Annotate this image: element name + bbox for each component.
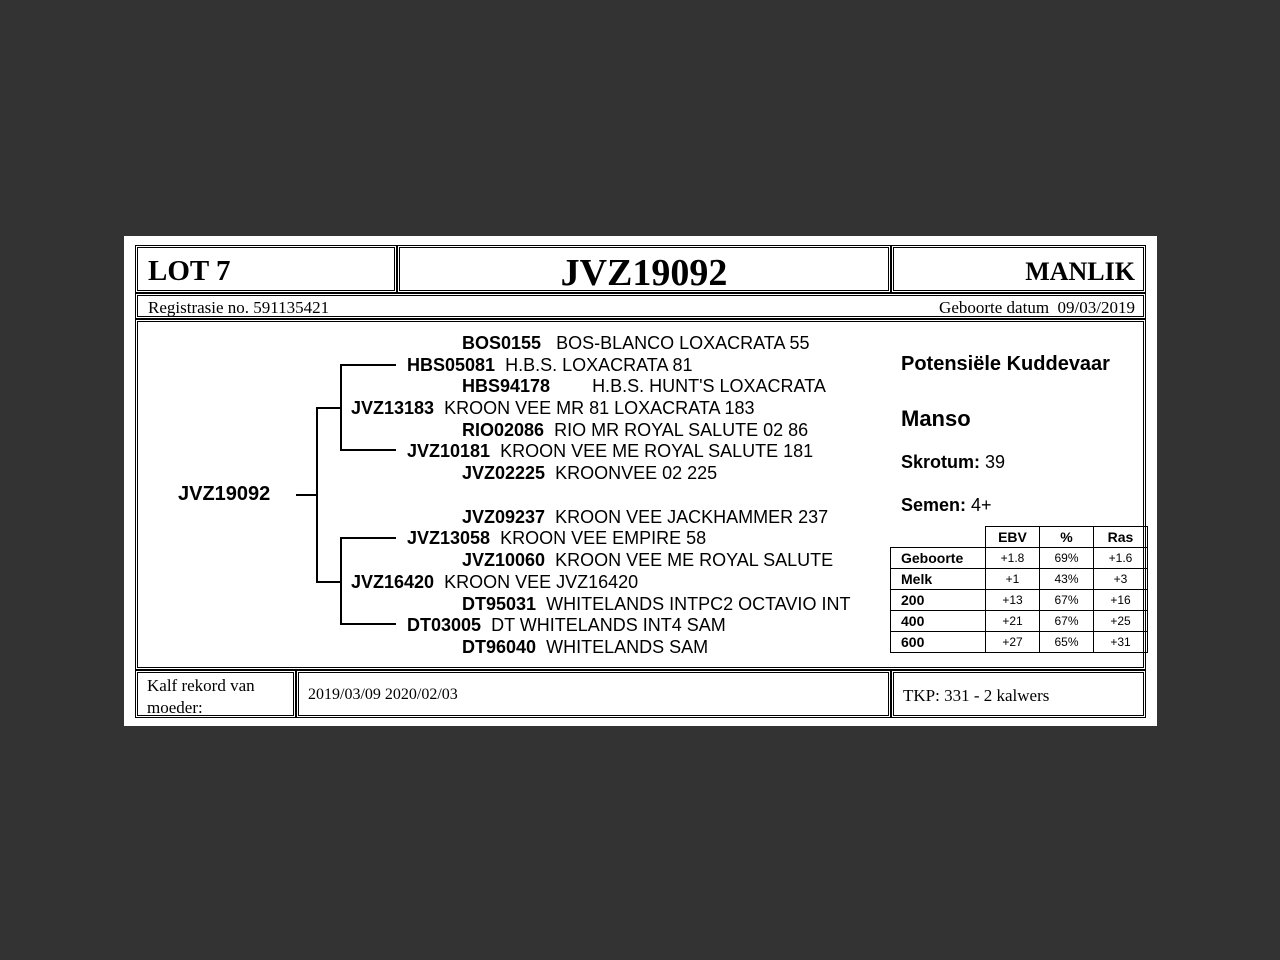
branch-line	[340, 364, 396, 366]
registration-number: Registrasie no. 591135421	[148, 298, 330, 317]
pedigree-sire-dam-dam: JVZ02225 KROONVEE 02 225	[462, 463, 718, 483]
branch-line	[340, 449, 396, 451]
ebv-row-label: Geboorte	[891, 548, 986, 569]
calf-record-box	[296, 670, 891, 718]
ebv-ras: +25	[1094, 611, 1148, 632]
ebv-ras: +31	[1094, 632, 1148, 653]
ebv-header: EBV	[986, 527, 1040, 548]
ebv-header-row	[891, 527, 1148, 548]
pedigree-sire-sire-sire: BOS0155 BOS-BLANCO LOXACRATA 55	[462, 333, 810, 353]
ebv-value: +27	[986, 632, 1040, 653]
ebv-row	[891, 569, 1148, 590]
ebv-pct: 43%	[1040, 569, 1094, 590]
ebv-value: +1.8	[986, 548, 1040, 569]
ebv-header: Ras	[1094, 527, 1148, 548]
pedigree-sire-dam: JVZ10181 KROON VEE ME ROYAL SALUTE 181	[407, 441, 814, 461]
calf-record-label-box	[135, 670, 296, 718]
birth-date: Geboorte datum 09/03/2019	[939, 298, 1135, 317]
info-name: Manso	[901, 406, 971, 431]
ebv-row-label: 600	[891, 632, 986, 653]
ebv-row	[891, 590, 1148, 611]
semen-row: Semen: 4+	[901, 495, 992, 515]
ebv-value: +21	[986, 611, 1040, 632]
tkp-value: TKP: 331 - 2 kalwers	[903, 686, 1050, 705]
ebv-row	[891, 548, 1148, 569]
scrotum-value: 39	[985, 452, 1006, 472]
branch-line	[340, 364, 342, 451]
ebv-row	[891, 611, 1148, 632]
lot-card	[124, 236, 1157, 726]
ebv-value: +1	[986, 569, 1040, 590]
branch-line	[340, 537, 342, 625]
branch-line	[340, 537, 396, 539]
pedigree-dam-sire: JVZ13058 KROON VEE EMPIRE 58	[407, 528, 707, 548]
animal-id-title: JVZ19092	[560, 252, 728, 294]
pedigree-dam: JVZ16420 KROON VEE JVZ16420	[351, 572, 639, 592]
pedigree-dam-dam-dam: DT96040 WHITELANDS SAM	[462, 637, 709, 657]
ebv-value: +13	[986, 590, 1040, 611]
pedigree-dam-sire-sire: JVZ09237 KROON VEE JACKHAMMER 237	[462, 507, 829, 527]
branch-line	[316, 581, 340, 583]
ebv-row-label: 200	[891, 590, 986, 611]
branch-line	[316, 407, 340, 409]
ebv-header: %	[1040, 527, 1094, 548]
branch-line	[340, 623, 396, 625]
ebv-ras: +3	[1094, 569, 1148, 590]
scrotum-row: Skrotum: 39	[901, 452, 1006, 472]
ebv-row-label: Melk	[891, 569, 986, 590]
registration-row	[135, 293, 1146, 319]
pedigree-animal: JVZ19092	[178, 483, 271, 505]
calf-record-label: Kalf rekord van moeder:	[147, 676, 255, 717]
lot-number-box	[135, 245, 397, 293]
ebv-table	[890, 526, 1148, 653]
tkp-box	[891, 670, 1146, 718]
ebv-pct: 67%	[1040, 590, 1094, 611]
animal-id-box	[397, 245, 891, 293]
ebv-pct: 69%	[1040, 548, 1094, 569]
sex-label: MANLIK	[1025, 257, 1135, 286]
pedigree-sire-sire: HBS05081 H.B.S. LOXACRATA 81	[407, 355, 693, 375]
pedigree-sire-dam-sire: RIO02086 RIO MR ROYAL SALUTE 02 86	[462, 420, 809, 440]
calf-record-dates: 2019/03/09 2020/02/03	[308, 686, 458, 703]
ebv-ras: +1.6	[1094, 548, 1148, 569]
ebv-ras: +16	[1094, 590, 1148, 611]
semen-value: 4+	[971, 495, 992, 515]
pedigree-dam-dam: DT03005 DT WHITELANDS INT4 SAM	[407, 615, 726, 635]
ebv-row	[891, 632, 1148, 653]
ebv-pct: 67%	[1040, 611, 1094, 632]
ebv-row-label: 400	[891, 611, 986, 632]
lot-number: LOT 7	[148, 255, 231, 287]
pedigree-sire-sire-dam: HBS94178 H.B.S. HUNT'S LOXACRATA	[462, 376, 826, 396]
pedigree-sire: JVZ13183 KROON VEE MR 81 LOXACRATA 183	[351, 398, 755, 418]
info-title: Potensiële Kuddevaar	[901, 353, 1110, 375]
pedigree-dam-sire-dam: JVZ10060 KROON VEE ME ROYAL SALUTE	[462, 550, 834, 570]
ebv-pct: 65%	[1040, 632, 1094, 653]
branch-line	[296, 494, 318, 496]
branch-line	[316, 407, 318, 583]
sex-box	[891, 245, 1146, 293]
pedigree-dam-dam-sire: DT95031 WHITELANDS INTPC2 OCTAVIO INT	[462, 594, 851, 614]
